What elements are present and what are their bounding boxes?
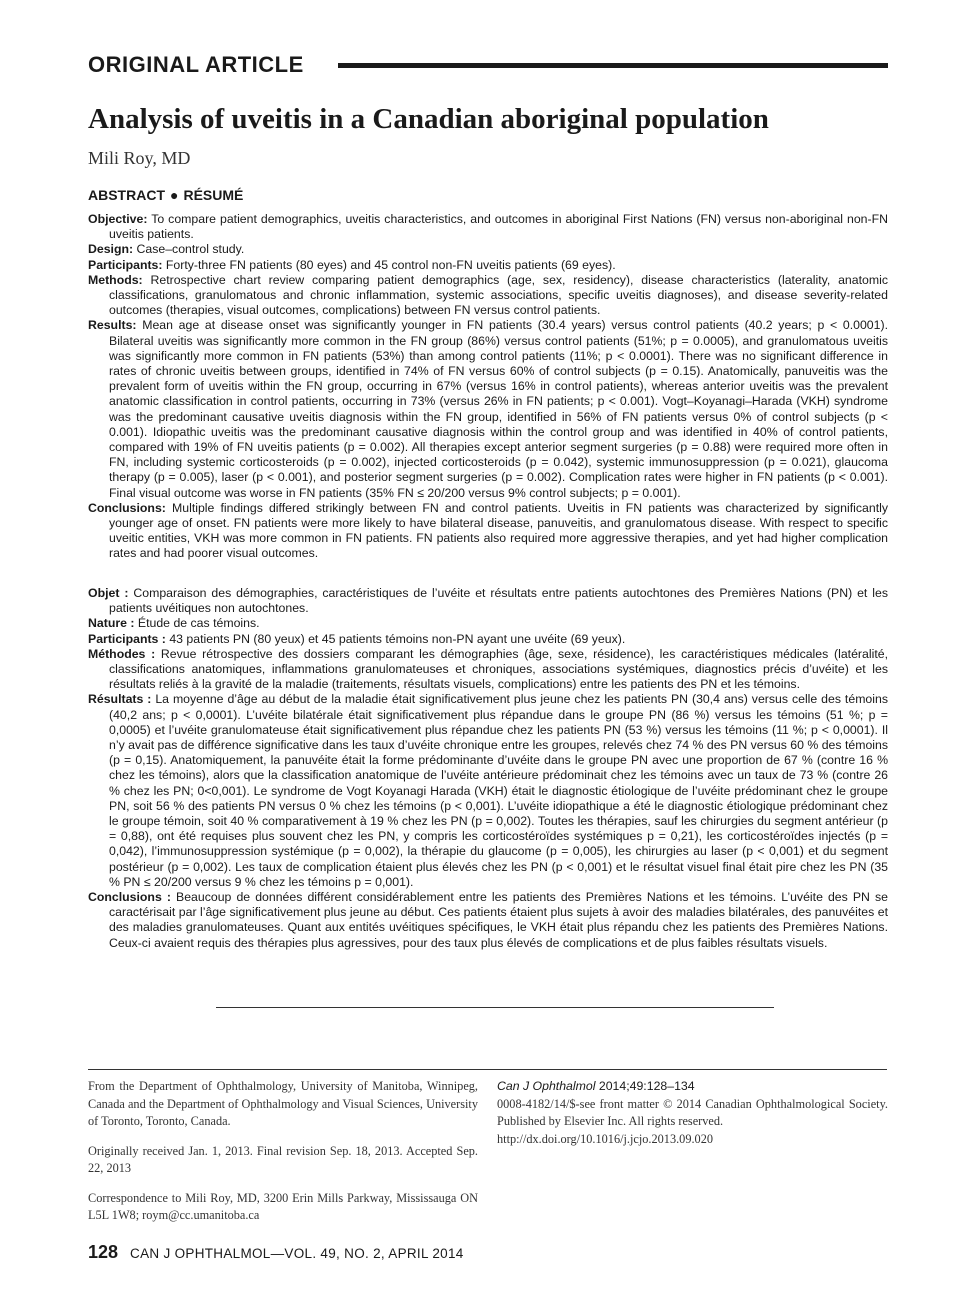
abstract-participants: Participants: Forty-three FN patients (80 eyes) and 45 control non-FN uveitis patients (69 eyes). [88, 257, 616, 272]
section-header [88, 50, 888, 82]
abstract-conclusions: Conclusions: Multiple findings differed strikingly between FN and control patients. Uveitis in FN patients was characterized by significantly younger age of onset. FN patients were more likely to have bilateral disease, panuveitis, and granulomatous disease. With respect to specific uveitic entities, VKH was more common in FN patients. FN patients also required more aggressive therapies, and yet had higher complication rates and had poorer visual outcomes. [88, 500, 888, 561]
doi-link[interactable]: http://dx.doi.org/10.1016/j.jcjo.2013.09.020 [497, 1131, 713, 1146]
abstract-methods: Methods: Retrospective chart review comparing patient demographics (age, sex, residency), disease characteristics (laterality, anatomic classifications, granulomatous and chronic inflammation, systemic associations, specific uveitis diagnoses), and disease severity-related outcomes (therapies, visual outcomes, complications) between FN versus control patients. [88, 272, 888, 318]
correspondence-note: Correspondence to Mili Roy, MD, 3200 Erin Mills Parkway, Mississauga ON L5L 1W8; roym@cc.umanitoba.ca [88, 1190, 478, 1222]
resume-methodes: Méthodes : Revue rétrospective des dossiers comparant les démographies (âge, sexe, résidence), les caractéristiques médicales (latéralité, classifications anatomiques, inflammations granulomateuses et chroniques, associations systémiques, diagnostics précis d’uvéite) et les résultats reliés à la gravité de la maladie (traitements, résultats visuels, complications) entre les patients des PN et les témoins. [88, 646, 888, 692]
abstract-heading-en: ABSTRACT [88, 187, 165, 203]
copyright-note: 0008-4182/14/$-see front matter © 2014 Canadian Ophthalmological Society. Published by Elsevier Inc. All rights reserved. [497, 1096, 888, 1128]
footnotes [88, 1078, 478, 1237]
abstract-french [88, 586, 888, 951]
resume-participants: Participants : 43 patients PN (80 yeux) et 45 patients témoins non-PN ayant une uvéite (69 yeux). [88, 631, 626, 646]
footnote-divider [88, 1069, 887, 1070]
resume-nature: Nature : Étude de cas témoins. [88, 616, 260, 631]
resume-resultats: Résultats : La moyenne d’âge au début de la maladie était significativement plus jeune chez les patients PN (30,4 ans) versus celle des témoins (40,2 ans; p < 0,0001). L’uvéite bilatérale était significativement plus répandue dans le groupe PN (86 %) versus les témoins (51 %; p = 0,0005) et l’uvéite granulomateuse était significativement plus répandue chez les patients PN (53 %) versus les témoins (11 %; p < 0,0001). Il n’y avait pas de différence significative dans les taux d’uvéite chronique entre les groupes, relevés chez 74 % des PN versus 60 % des témoins (p = 0,15). Anatomiquement, la panuvéite était la forme prédominante d’uvéite dans le groupe PN avec une proportion de 67 % (contre 16 % chez les témoins), alors que la classification anatomique de l’uvéite antérieure prédominait chez les témoins avec un taux de 73 % (contre 26 % chez les PN; 0<0,001). Le syndrome de Vogt Koyanagi Harada (VKH) était le diagnostic étiologique de l’uvéite prédominant chez le groupe PN, soit 56 % des patients PN versus 0 % chez les témoins (p < 0,001). L’uvéite idiopathique a été le diagnostic étiologique prédominant chez le groupe témoin, soit 40 % comparativement à 19 % chez les PN (p = 0,002). Toutes les thérapies, sauf les chirurgies du segment antérieur (p = 0,88), ont été requises plus souvent chez les PN, y compris les corticostéroïdes systémiques p = 0,21), les corticostéroïdes injectés (p = 0,042), l’immunosuppression systémique (p = 0,002), la thérapie du glaucome (p = 0,005), les chirurgies au laser (p < 0,001) et du segment postérieur (p = 0,002). Les taux de complication étaient plus élevés chez les PN (p < 0,001) et le résultat visuel final était pire chez les PN (35 % PN ≤ 20/200 versus 9 % chez les témoins p = 0,001). [88, 692, 889, 889]
abstract-heading [88, 187, 243, 203]
abstract-heading-fr: RÉSUMÉ [183, 187, 244, 203]
section-rule [338, 63, 888, 68]
running-footer [88, 1242, 464, 1263]
publication-info [497, 1078, 888, 1148]
affiliation-note: From the Department of Ophthalmology, University of Manitoba, Winnipeg, Canada and the Department of Ophthalmology and Visual Sciences, University of Toronto, Toronto, Canada. [88, 1079, 478, 1128]
abstract-results: Results: Mean age at disease onset was significantly younger in FN patients (30.4 years) versus control patients (40.2 years; p < 0.0001). Bilateral uveitis was significantly more common in the FN group (86%) versus control patients (51%; p = 0.0005), and granulomatous uveitis was significantly more common in FN patients (53%) than among control patients (11%; p < 0.0001). There was no significant difference in rates of chronic uveitis between groups, identified in 74% of FN versus 60% of control subjects (p = 0.15). Anatomically, panuveitis was the prevalent form of uveitis within the FN group, occurring in 67% (versus 16% in control patients), whereas anterior uveitis was the prevalent anatomic classification in control patients, occurring in 73% (versus 26% in FN patients; p < 0.001). Vogt–Koyanagi–Harada (VKH) syndrome was the predominant causative uveitis diagnosis within the FN group, identified in 56% of FN patients versus 0% of control subjects (p < 0.001). Idiopathic uveitis was the predominant causative diagnosis within the control group and was identified in 40% of control patients, compared with 19% of FN uveitis patients (p = 0.002). All therapies except anterior segment surgeries (p = 0.88) were required more often in FN, including systemic corticosteroids (p = 0.002), injected corticosteroids (p = 0.042), systemic immunosuppression (p = 0.021), glaucoma therapy (p = 0.005), laser (p < 0.001), and posterior segment surgeries (p = 0.002). Complication rates were higher in FN patients (p < 0.001). Final visual outcome was worse in FN patients (35% FN ≤ 20/200 versus 9% control subjects; p = 0.001). [88, 318, 888, 500]
section-label: ORIGINAL ARTICLE [88, 52, 304, 77]
abstract-design: Design: Case–control study. [88, 242, 245, 257]
article-title: Analysis of uveitis in a Canadian aboriginal population [88, 103, 769, 135]
page-number: 128 [88, 1242, 119, 1262]
article-author: Mili Roy, MD [88, 148, 191, 168]
resume-conclusions: Conclusions : Beaucoup de données différent considérablement entre les patients des Premières Nations et les témoins. L’uvéite des PN se caractérisait par l’âge significativement plus jeune au début. Ces patients étaient plus sujets à avoir des maladies bilatérales, des panuvéites et des maladies granulomateuses. Quant aux entités uvéitiques spécifiques, le VKH était plus répandu chez les patients des Premières Nations. Ceux-ci avaient requis des thérapies plus agressives, pour des taux plus élevés de complications et de plus faibles résultats visuels. [88, 890, 888, 950]
journal-citation: Can J Ophthalmol 2014;49:128–134 [497, 1079, 695, 1093]
resume-objet: Objet : Comparaison des démographies, caractéristiques de l’uvéite et résultats entre patients autochtones des Premières Nations (PN) et les patients uvéitiques non autochtones. [88, 586, 888, 616]
abstract-objective: Objective: To compare patient demographics, uveitis characteristics, and outcomes in aboriginal First Nations (FN) versus non-aboriginal non-FN uveitis patients. [88, 212, 888, 242]
received-note: Originally received Jan. 1, 2013. Final revision Sep. 18, 2013. Accepted Sep. 22, 2013 [88, 1143, 478, 1175]
abstract-english [88, 212, 888, 562]
bullet-icon: ● [170, 187, 179, 203]
journal-footer-line: CAN J OPHTHALMOL—VOL. 49, NO. 2, APRIL 2014 [130, 1246, 464, 1261]
abstract-divider [216, 1007, 774, 1008]
